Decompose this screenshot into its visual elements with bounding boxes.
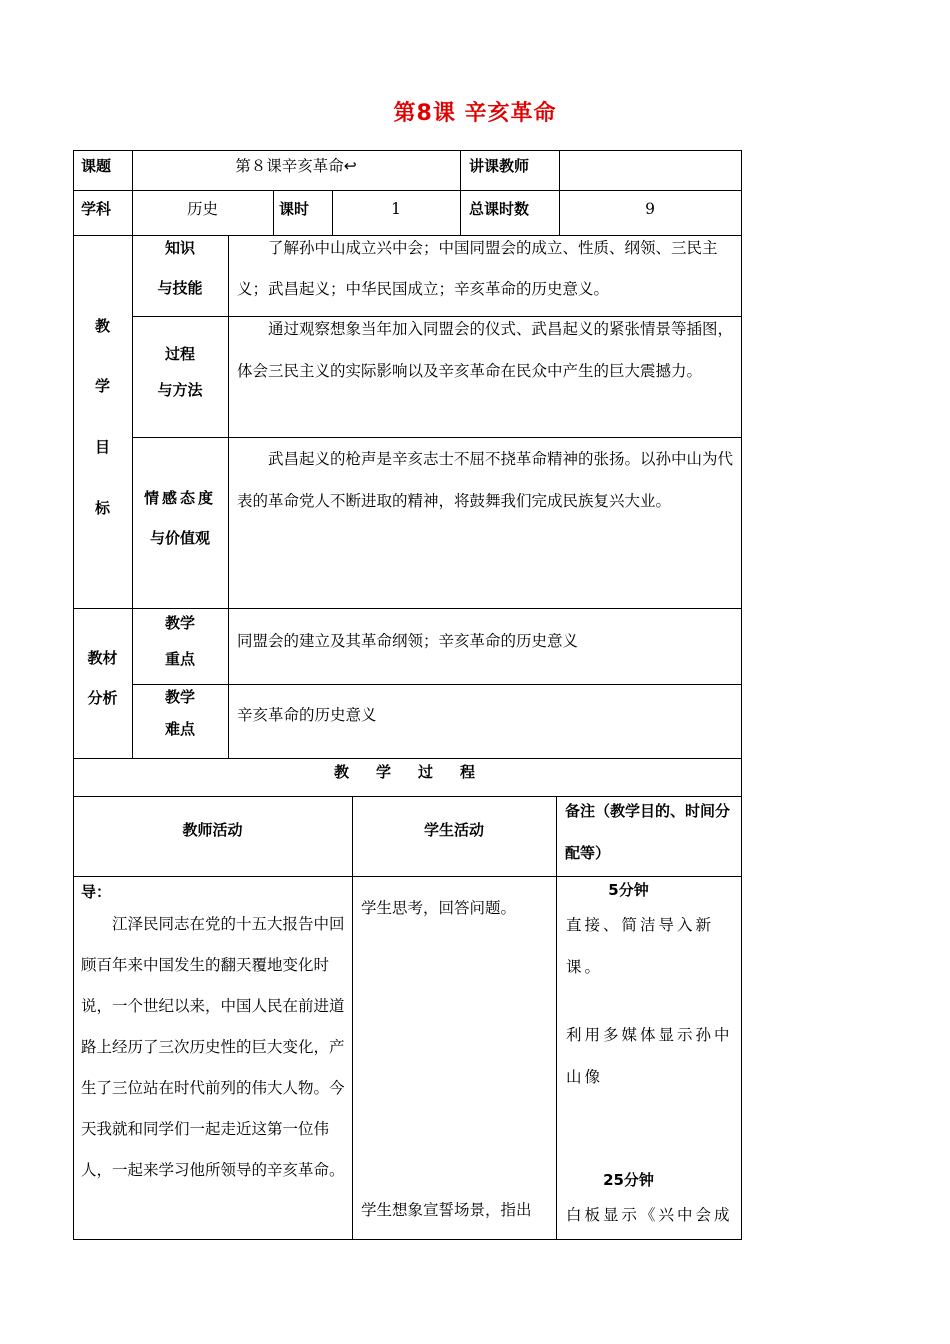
objectives-label-4: 标	[94, 499, 110, 517]
discipline-value: 历史	[186, 200, 218, 218]
topic-label: 课题	[81, 157, 112, 175]
objectives-label-3: 目	[94, 438, 110, 456]
total-hours-label: 总课时数	[469, 200, 530, 218]
lesson-plan-table	[73, 150, 742, 1240]
note-1: 直接、简洁导入新课。	[566, 916, 715, 976]
teacher-activity-header: 教师活动	[182, 821, 243, 839]
objectives-label-1: 教	[94, 317, 110, 335]
note-2: 利用多媒体显示孙中山像	[566, 1026, 733, 1086]
emotion-label-2: 与价值观	[149, 529, 210, 547]
rule	[460, 150, 461, 235]
knowledge-label-1: 知识	[164, 239, 195, 257]
student-activity-1: 学生思考，回答问题。	[361, 899, 517, 917]
rule	[352, 796, 353, 1240]
student-activity-header: 学生活动	[423, 821, 484, 839]
intro-text: 江泽民同志在党的十五大报告中回顾百年来中国发生的翻天覆地变化时说，一个世纪以来，中国人民在前进道路上经历了三次历史性的巨大变化，产生了三位站在时代前列的伟大人物。今天我就和同学们一起走近这第一位伟人，一起来学习他所领导的辛亥革命。	[81, 915, 345, 1179]
note-time-2: 25分钟	[603, 1171, 654, 1189]
emotion-text: 武昌起义的枪声是辛亥志士不屈不挠革命精神的张扬。以孙中山为代表的革命党人不断进取的精神，将鼓舞我们完成民族复兴大业。	[237, 450, 734, 510]
rule	[73, 608, 742, 609]
analysis-label-2: 分析	[87, 689, 118, 707]
rule	[132, 684, 742, 685]
lesson-hours-value: 1	[391, 200, 401, 218]
process-heading: 教 学 过 程	[333, 763, 481, 781]
rule	[73, 876, 742, 877]
difficulty-label-2: 难点	[164, 720, 195, 738]
note-time-1: 5分钟	[608, 881, 649, 899]
rule	[73, 1239, 742, 1240]
analysis-label-1: 教材	[87, 649, 118, 667]
rule	[73, 150, 742, 151]
student-activity-2: 学生想象宣誓场景，指出	[361, 1201, 532, 1219]
topic-value: 第８课辛亥革命↩	[235, 157, 357, 175]
rule	[73, 758, 742, 759]
notes-header: 备注（教学目的、时间分配等）	[565, 802, 731, 862]
knowledge-text: 了解孙中山成立兴中会；中国同盟会的成立、性质、纲领、三民主义；武昌起义；中华民国成立；辛亥革命的历史意义。	[237, 239, 718, 298]
difficulty-text: 辛亥革命的历史意义	[237, 706, 377, 724]
key-label-2: 重点	[164, 650, 195, 668]
key-label-1: 教学	[164, 614, 195, 632]
rule	[559, 150, 560, 235]
discipline-label: 学科	[81, 200, 112, 218]
rule	[228, 235, 229, 758]
process-label-2: 与方法	[157, 381, 203, 399]
emotion-label-1: 情感态度	[143, 489, 216, 507]
process-label-1: 过程	[164, 345, 195, 363]
total-hours-value: 9	[645, 200, 655, 218]
knowledge-label-2: 与技能	[157, 279, 203, 297]
lesson-hours-label: 课时	[279, 200, 310, 218]
process-text: 通过观察想象当年加入同盟会的仪式、武昌起义的紧张情景等插图，体会三民主义的实际影响以及辛亥革命在民众中产生的巨大震撼力。	[237, 320, 734, 380]
intro-label: 导：	[81, 883, 112, 901]
rule	[741, 150, 742, 1240]
difficulty-label-1: 教学	[164, 688, 195, 706]
key-text: 同盟会的建立及其革命纲领；辛亥革命的历史意义	[237, 632, 579, 650]
rule	[73, 190, 742, 191]
note-3: 白板显示《兴中会成	[566, 1206, 733, 1224]
teacher-label: 讲课教师	[469, 157, 530, 175]
objectives-label-2: 学	[94, 377, 110, 395]
page-title: 第8课 辛亥革命	[393, 101, 557, 126]
